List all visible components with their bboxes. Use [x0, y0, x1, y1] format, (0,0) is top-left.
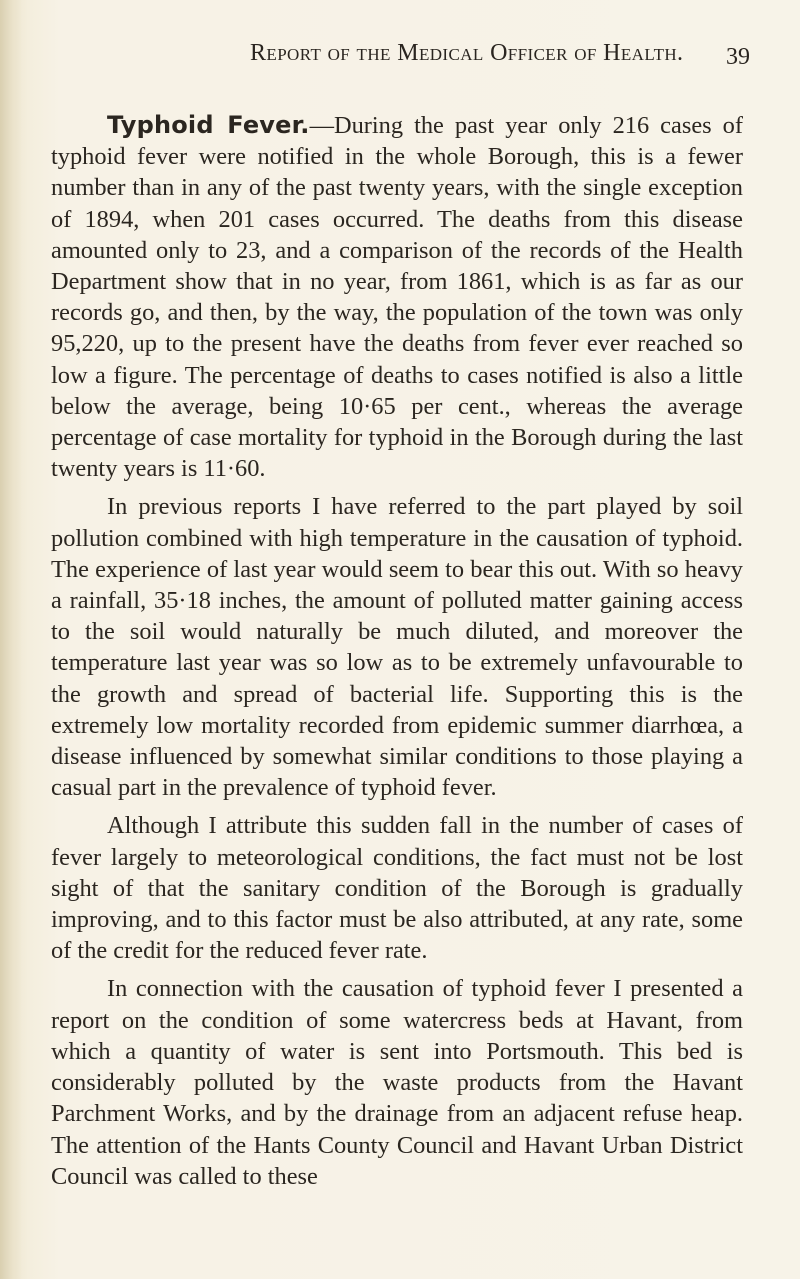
paragraph-1-text: During the past year only 216 cases of typhoid fever were notified in the whole Borough, this is a fewer number than in any of the past twenty years, with the single exception of 1894, when 201 cases occurred. The deaths from this disease amounted only to 23, and a comparison of the records of the Health Department show that in no year, from 1861, which is as far as our records go, and then, by the way, the population of the town was only 95,220, up to the present have the deaths from fever ever reached so low a figure. The percentage of deaths to cases notified is also a little below the average, being 10·65 per cent., whereas the average percentage of case mortality for typhoid in the Borough during the last twenty years is 11·60.: [51, 112, 743, 483]
paragraph-3: Although I attribute this sudden fall in the number of cases of fever largely to meteorological conditions, the fact must not be lost sight of that the sanitary condition of the Borough is gradually improving, and to this factor must be also attributed, at any rate, some of the credit for the reduced fever rate.: [51, 812, 743, 965]
body-text: [51, 110, 743, 1199]
section-heading: Typhoid Fever.: [107, 111, 310, 139]
binding-shadow: [0, 0, 22, 1279]
page-number: 39: [726, 44, 750, 70]
heading-dash: —: [309, 112, 334, 139]
paragraph-4: In connection with the causation of typhoid fever I presented a report on the condition of some watercress beds at Havant, from which a quantity of water is sent into Portsmouth. This bed is considerably polluted by the waste products from the Havant Parchment Works, and by the drainage from an adjacent refuse heap. The attention of the Hants County Council and Havant Urban District Council was called to these: [51, 975, 743, 1190]
running-head: Report of the Medical Officer of Health.: [250, 40, 684, 66]
paragraph-1: [51, 110, 743, 484]
paragraph-2: In previous reports I have referred to the part played by soil pollution combined with high temperature in the causation of typhoid. The experience of last year would seem to bear this out. With so heavy a rainfall, 35·18 inches, the amount of polluted matter gaining access to the soil would naturally be much diluted, and moreover the temperature last year was so low as to be extremely unfavourable to the growth and spread of bacterial life. Supporting this is the extremely low mortality recorded from epidemic summer diarrhœa, a disease influenced by somewhat similar conditions to those playing a casual part in the prevalence of typhoid fever.: [51, 493, 743, 802]
